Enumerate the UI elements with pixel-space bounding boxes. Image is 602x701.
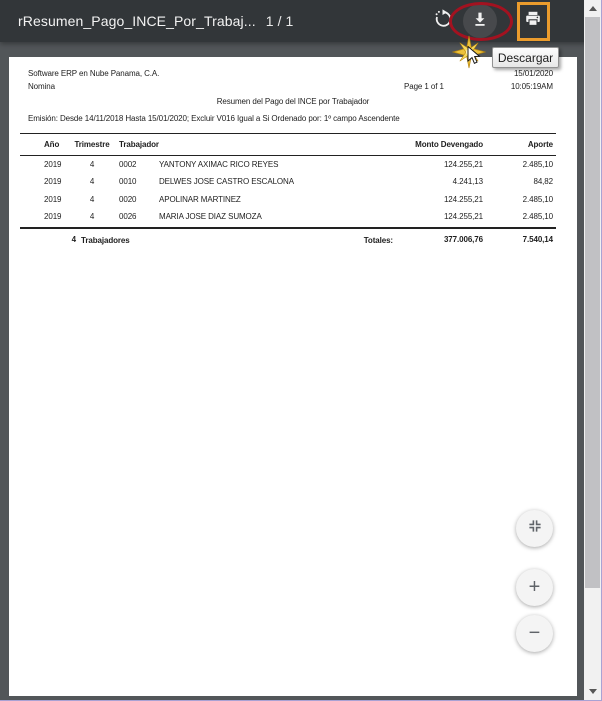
pdf-title bbox=[18, 0, 293, 42]
worker-count-label: Trabajadores bbox=[81, 236, 130, 246]
cell-code: 0010 bbox=[119, 177, 137, 187]
document-header-row-1 bbox=[28, 69, 553, 78]
rotate-button[interactable] bbox=[426, 4, 460, 38]
table-row bbox=[20, 191, 556, 208]
fit-to-page-icon bbox=[527, 518, 543, 539]
col-header-contribution: Aporte bbox=[527, 140, 553, 149]
cell-quarter: 4 bbox=[89, 212, 95, 222]
cell-quarter: 4 bbox=[89, 160, 95, 170]
document-header-row-2 bbox=[28, 82, 553, 91]
total-amount: 377.006,76 bbox=[443, 235, 483, 245]
down-arrow-icon bbox=[589, 689, 597, 694]
print-button[interactable] bbox=[516, 4, 550, 38]
totals-label: Totales: bbox=[363, 236, 393, 246]
report-time: 10:05:19AM bbox=[510, 82, 553, 91]
cell-contribution: 84,82 bbox=[533, 177, 553, 187]
page-of-label: Page 1 of 1 bbox=[404, 82, 444, 91]
scrollbar-thumb[interactable] bbox=[585, 17, 600, 588]
cell-name: YANTONY AXIMAC RICO REYES bbox=[159, 160, 279, 170]
cell-amount: 4.241,13 bbox=[452, 177, 483, 187]
scroll-up-button[interactable] bbox=[584, 0, 601, 17]
cell-quarter: 4 bbox=[89, 177, 95, 187]
cell-name: MARIA JOSE DIAZ SUMOZA bbox=[159, 212, 262, 222]
cell-year: 2019 bbox=[44, 177, 62, 187]
cell-contribution: 2.485,10 bbox=[522, 160, 553, 170]
col-header-year: Año bbox=[44, 140, 60, 149]
cell-amount: 124.255,21 bbox=[443, 160, 483, 170]
zoom-out-icon: − bbox=[528, 622, 541, 644]
cell-amount: 124.255,21 bbox=[443, 212, 483, 222]
cell-name: DELWES JOSE CASTRO ESCALONA bbox=[159, 177, 294, 187]
scroll-down-button[interactable] bbox=[584, 683, 601, 700]
company-name: Software ERP en Nube Panama, C.A. bbox=[28, 69, 160, 78]
table-row bbox=[20, 156, 556, 173]
cell-code: 0026 bbox=[119, 212, 137, 222]
zoom-in-button[interactable] bbox=[516, 569, 553, 606]
report-table bbox=[20, 133, 556, 251]
download-icon bbox=[470, 9, 490, 34]
col-header-quarter: Trimestre bbox=[74, 140, 110, 149]
cell-amount: 124.255,21 bbox=[443, 194, 483, 204]
rotate-icon bbox=[433, 9, 453, 34]
cell-year: 2019 bbox=[44, 212, 62, 222]
fit-to-page-button[interactable] bbox=[516, 510, 553, 547]
table-header-row bbox=[20, 133, 556, 156]
zoom-in-icon: + bbox=[528, 576, 541, 598]
table-row bbox=[20, 208, 556, 225]
total-contribution: 7.540,14 bbox=[522, 235, 553, 245]
cell-year: 2019 bbox=[44, 160, 62, 170]
document-page bbox=[9, 57, 577, 696]
table-row bbox=[20, 173, 556, 190]
zoom-out-button[interactable] bbox=[516, 615, 553, 652]
report-title: Resumen del Pago del INCE por Trabajador bbox=[216, 97, 370, 106]
emission-line: Emisión: Desde 14/11/2018 Hasta 15/01/2020; Excluir V016 Igual a Si Ordenado por: 1º campo Ascendente bbox=[28, 114, 400, 123]
vertical-scrollbar[interactable] bbox=[584, 0, 601, 700]
download-button[interactable] bbox=[463, 4, 497, 38]
worker-count: 4 bbox=[71, 235, 76, 245]
cell-contribution: 2.485,10 bbox=[522, 212, 553, 222]
cell-quarter: 4 bbox=[89, 194, 95, 204]
table-footer-row bbox=[20, 229, 556, 251]
cell-year: 2019 bbox=[44, 194, 62, 204]
print-icon bbox=[523, 9, 543, 34]
pdf-toolbar bbox=[0, 0, 602, 42]
cell-name: APOLINAR MARTINEZ bbox=[159, 194, 241, 204]
col-header-worker: Trabajador bbox=[119, 140, 159, 149]
up-arrow-icon bbox=[589, 6, 597, 11]
pdf-filename: rResumen_Pago_INCE_Por_Trabaj... bbox=[18, 13, 256, 29]
report-date: 15/01/2020 bbox=[513, 69, 553, 78]
page-indicator: 1 / 1 bbox=[265, 13, 294, 29]
module-name: Nomina bbox=[28, 82, 55, 91]
col-header-amount: Monto Devengado bbox=[415, 140, 483, 149]
cell-contribution: 2.485,10 bbox=[522, 194, 553, 204]
download-tooltip: Descargar bbox=[492, 47, 559, 68]
cell-code: 0002 bbox=[119, 160, 137, 170]
cell-code: 0020 bbox=[119, 194, 137, 204]
